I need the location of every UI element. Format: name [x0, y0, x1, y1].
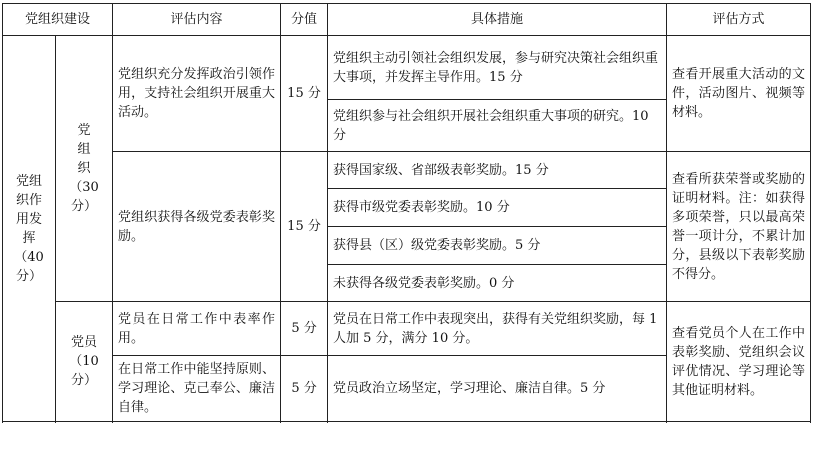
table-row	[3, 152, 811, 189]
method-cell: 查看开展重大活动的文件，活动图片、视频等材料。	[667, 36, 811, 152]
subgroup-label-line: 分）	[71, 373, 98, 388]
content-cell: 党组织充分发挥政治引领作用，支持社会组织开展重大活动。	[113, 36, 281, 152]
header-score: 分值	[281, 4, 328, 36]
measure-cell: 获得国家级、省部级表彰奖励。15 分	[328, 152, 667, 189]
subgroup-label-line: 分）	[71, 199, 98, 214]
content-cell: 党组织获得各级党委表彰奖励。	[113, 152, 281, 302]
subgroup-label-line: （30	[69, 180, 99, 195]
group-label-line: 分）	[15, 268, 42, 284]
method-cell: 查看所获荣誉或奖励的证明材料。注：如获得多项荣誉，只以最高荣誉一项计分，不累计加分，县级以下表彰奖励不得分。	[667, 152, 811, 302]
subgroup-member-cell	[56, 302, 113, 422]
subgroup-label-line: 党员	[71, 335, 98, 350]
measure-cell: 党组织参与社会组织开展社会组织重大事项的研究。10 分	[328, 100, 667, 152]
group-label-line: 织作	[15, 192, 42, 208]
score-cell: 5 分	[281, 356, 328, 422]
measure-cell: 党员在日常工作中表现突出，获得有关党组织奖励，每 1 人加 5 分，满分 10 分。	[328, 302, 667, 356]
subgroup-label-line: 党	[77, 123, 91, 138]
measure-cell: 获得市级党委表彰奖励。10 分	[328, 189, 667, 227]
group-label-line: （40	[14, 249, 44, 265]
measure-cell: 获得县（区）级党委表彰奖励。5 分	[328, 227, 667, 265]
evaluation-table-wrapper	[2, 3, 811, 422]
content-cell: 党员在日常工作中表率作用。	[113, 302, 281, 356]
header-content: 评估内容	[113, 4, 281, 36]
measure-cell: 党员政治立场坚定，学习理论、廉洁自律。5 分	[328, 356, 667, 422]
header-party-building: 党组织建设	[3, 4, 113, 36]
table-row	[3, 36, 811, 100]
header-method: 评估方式	[667, 4, 811, 36]
subgroup-label-line: 组	[77, 142, 91, 157]
header-row	[3, 4, 811, 36]
evaluation-table	[2, 3, 811, 422]
method-cell: 查看党员个人在工作中表彰奖励、党组织会议评优情况、学习理论等其他证明材料。	[667, 302, 811, 422]
score-cell: 15 分	[281, 36, 328, 152]
score-cell: 15 分	[281, 152, 328, 302]
group-label-line: 挥	[22, 230, 36, 246]
header-measures: 具体措施	[328, 4, 667, 36]
subgroup-party-org-cell	[56, 36, 113, 302]
subgroup-label-line: 织	[77, 161, 91, 176]
score-cell: 5 分	[281, 302, 328, 356]
table-row	[3, 302, 811, 356]
group-label-line: 用发	[15, 211, 42, 227]
subgroup-label-line: （10	[69, 354, 99, 369]
group-label-line: 党组	[15, 173, 42, 189]
content-cell: 在日常工作中能坚持原则、学习理论、克己奉公、廉洁自律。	[113, 356, 281, 422]
measure-cell: 党组织主动引领社会组织发展，参与研究决策社会组织重大事项，并发挥主导作用。15 分	[328, 36, 667, 100]
measure-cell: 未获得各级党委表彰奖励。0 分	[328, 265, 667, 302]
group-label-cell	[3, 36, 56, 422]
